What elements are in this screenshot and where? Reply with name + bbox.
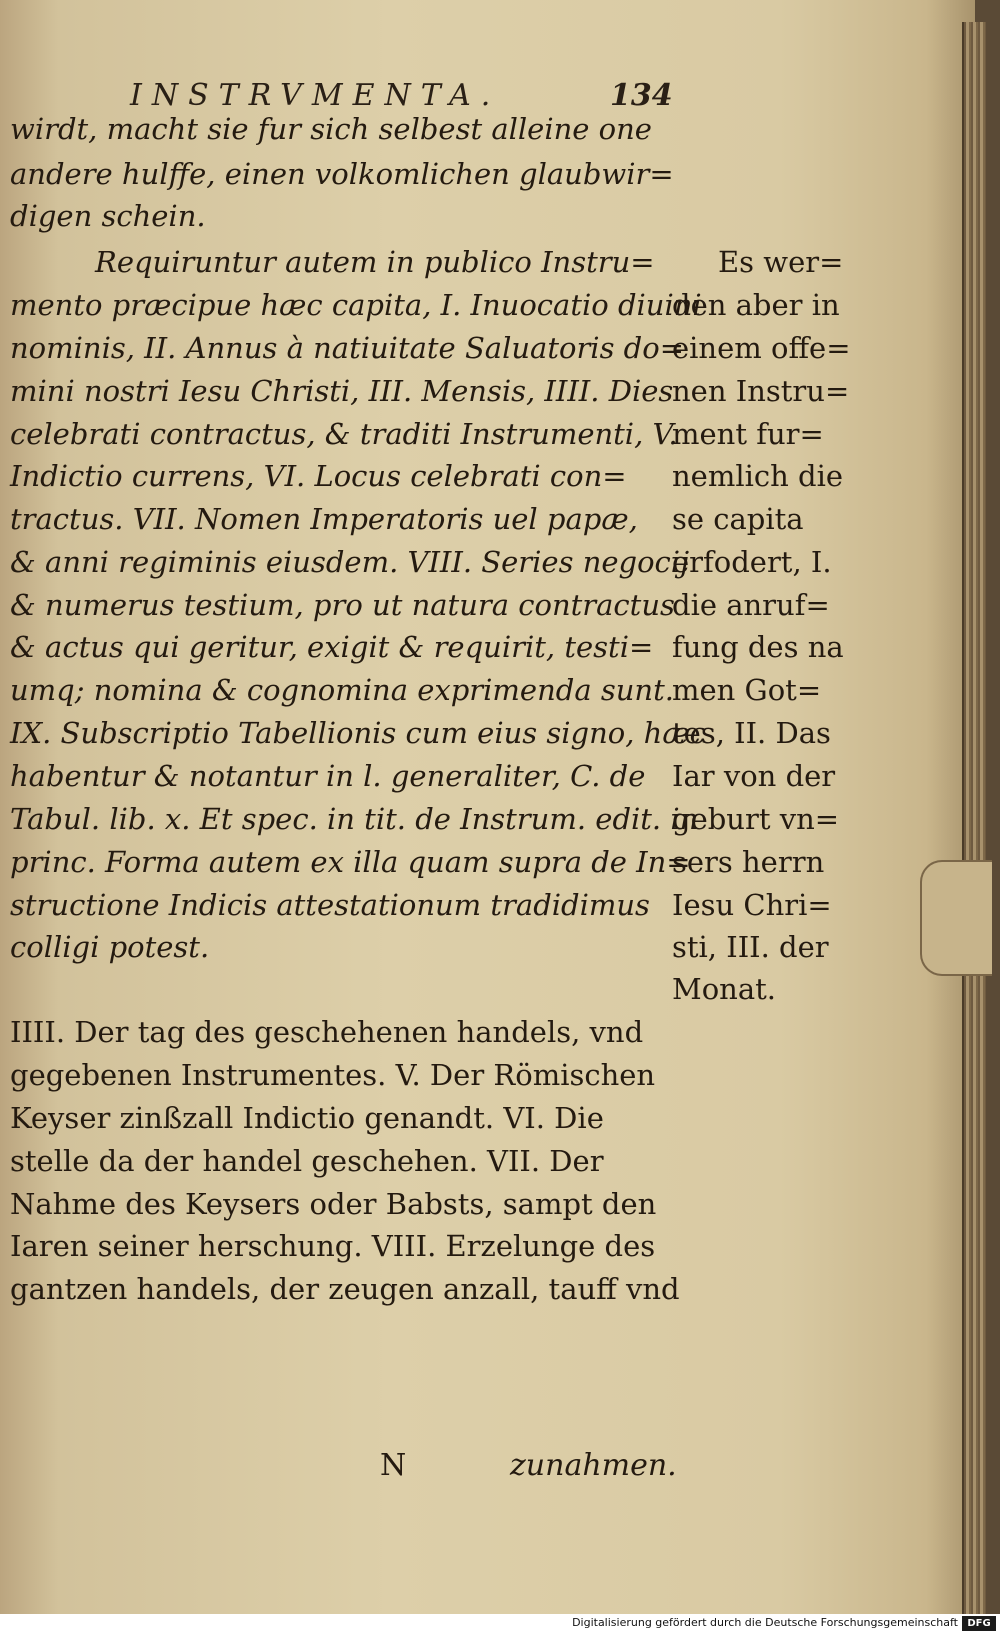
main-line: nominis, II. Annus à natiuitate Saluatoris do=	[10, 331, 685, 365]
funding-notice: Digitalisierung gefördert durch die Deutsche Forschungsgemeinschaft	[572, 1616, 958, 1629]
main-line: gegebenen Instrumentes. V. Der Römischen	[10, 1058, 656, 1092]
main-line: Indictio currens, VI. Locus celebrati con=	[10, 459, 627, 493]
margin-line: men Got=	[672, 673, 822, 707]
margin-line: sers herrn	[672, 845, 825, 879]
running-head: INSTRVMENTA.	[130, 78, 501, 113]
main-line: & numerus testium, pro ut natura contractus	[10, 588, 675, 622]
main-line: habentur & notantur in l. generaliter, C. de	[10, 759, 646, 793]
main-line: andere hulffe, einen volkomlichen glaubwir=	[10, 157, 674, 191]
main-line: colligi potest.	[10, 930, 210, 964]
margin-line: se capita	[672, 502, 804, 536]
main-line: & actus qui geritur, exigit & requirit, testi=	[10, 630, 654, 664]
main-line: Requiruntur autem in publico Instru=	[95, 245, 655, 279]
margin-line: Monat.	[672, 972, 776, 1006]
margin-line: Es wer=	[718, 245, 844, 279]
margin-line: nemlich die	[672, 459, 844, 493]
page-edge	[962, 22, 986, 1634]
catchword: zunahmen.	[510, 1448, 677, 1483]
main-line: Keyser zinßzall Indictio genandt. VI. Die	[10, 1101, 604, 1135]
margin-line: die anruf=	[672, 588, 830, 622]
main-line: mini nostri Iesu Christi, III. Mensis, IIII. Dies	[10, 374, 674, 408]
main-line: Iaren seiner herschung. VIII. Erzelunge des	[10, 1229, 656, 1263]
main-line: structione Indicis attestationum tradidimus	[10, 888, 650, 922]
main-line: stelle da der handel geschehen. VII. Der	[10, 1144, 604, 1178]
margin-line: einem offe=	[672, 331, 851, 365]
margin-line: sti, III. der	[672, 930, 829, 964]
main-line: wirdt, macht sie fur sich selbest alleine one	[10, 112, 652, 146]
main-line: & anni regiminis eiusdem. VIII. Series negocij	[10, 545, 690, 579]
signature-mark: N	[380, 1448, 407, 1483]
margin-line: nen Instru=	[672, 374, 850, 408]
main-line: IX. Subscriptio Tabellionis cum eius signo, hæc	[10, 716, 706, 750]
thumb-tab	[920, 860, 992, 976]
digitization-footer	[0, 1614, 1000, 1634]
main-line: umq; nomina & cognomina exprimenda sunt.	[10, 673, 674, 707]
main-line: IIII. Der tag des geschehenen handels, vnd	[10, 1015, 644, 1049]
main-line: mento præcipue hæc capita, I. Inuocatio diuini	[10, 288, 702, 322]
margin-line: erfodert, I.	[672, 545, 832, 579]
main-line: gantzen handels, der zeugen anzall, tauff vnd	[10, 1272, 680, 1306]
margin-line: Iar von der	[672, 759, 836, 793]
margin-line: den aber in	[672, 288, 840, 322]
margin-line: ment fur=	[672, 417, 824, 451]
margin-line: Iesu Chri=	[672, 888, 832, 922]
dfg-logo: DFG	[962, 1616, 996, 1631]
main-line: digen schein.	[10, 199, 206, 233]
main-line: princ. Forma autem ex illa quam supra de In=	[10, 845, 691, 879]
page-number: 134	[610, 78, 673, 113]
main-line: Nahme des Keysers oder Babsts, sampt den	[10, 1187, 657, 1221]
main-line: Tabul. lib. x. Et spec. in tit. de Instrum. edit. in	[10, 802, 699, 836]
margin-line: tes, II. Das	[672, 716, 831, 750]
margin-line: geburt vn=	[672, 802, 840, 836]
main-line: tractus. VII. Nomen Imperatoris uel papæ,	[10, 502, 638, 536]
margin-line: fung des na	[672, 630, 844, 664]
main-line: celebrati contractus, & traditi Instrumenti, V.	[10, 417, 678, 451]
